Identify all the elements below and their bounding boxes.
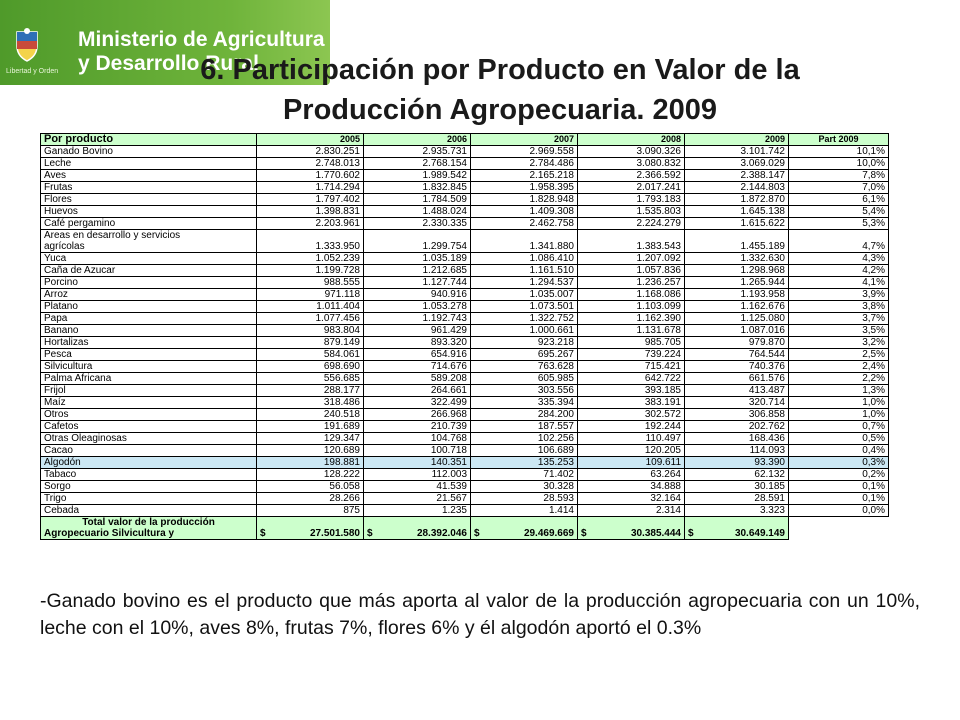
value-2009: 168.436 [685,433,789,445]
part-2009: 7,0% [789,182,889,194]
table-row [41,481,889,493]
total-2005 [257,528,364,540]
value-2007: 1.086.410 [471,253,578,265]
part-2009: 0,4% [789,445,889,457]
part-2009: 3,2% [789,337,889,349]
part-2009: 0,1% [789,493,889,505]
value-2009: 1.087.016 [685,325,789,337]
value-2009: 93.390 [685,457,789,469]
total-spacer [578,517,685,529]
value-2009: 979.870 [685,337,789,349]
table-header-row [41,134,889,146]
product-name: Aves [41,170,257,182]
value-2007: 695.267 [471,349,578,361]
product-name: Otros [41,409,257,421]
total-spacer [685,517,789,529]
value-2006: 654.916 [364,349,471,361]
table-row [41,170,889,182]
part-2009: 4,7% [789,241,889,253]
value-2005: 288.177 [257,385,364,397]
empty-cell [364,230,471,242]
total-label-2: Agropecuario Silvicultura y [41,528,257,540]
part-2009: 4,2% [789,265,889,277]
product-name: Cebada [41,505,257,517]
value-2007: 2.462.758 [471,218,578,230]
table-row [41,421,889,433]
value-2007: 1.409.308 [471,206,578,218]
part-2009: 1,3% [789,385,889,397]
part-2009: 2,5% [789,349,889,361]
table-row [41,146,889,158]
value-2009: 1.645.138 [685,206,789,218]
product-name: Flores [41,194,257,206]
production-table [40,133,889,540]
value-2008: 1.131.678 [578,325,685,337]
header-2009: 2009 [685,134,789,146]
value-2007: 30.328 [471,481,578,493]
value-2005: 2.748.013 [257,158,364,170]
value-2009: 1.162.676 [685,301,789,313]
total-spacer [364,517,471,529]
part-2009: 10,1% [789,146,889,158]
part-2009: 3,9% [789,289,889,301]
part-2009: 4,1% [789,277,889,289]
product-name: Areas en desarrollo y servicios [41,230,257,242]
part-2009: 10,0% [789,158,889,170]
value-2006: 1.832.845 [364,182,471,194]
value-2008: 1.168.086 [578,289,685,301]
product-name: Papa [41,313,257,325]
value-2007: 106.689 [471,445,578,457]
table-row [41,206,889,218]
part-2009: 1,0% [789,409,889,421]
value-2005: 1.011.404 [257,301,364,313]
value-2007: 71.402 [471,469,578,481]
value-2007: 763.628 [471,361,578,373]
value-2005: 1.797.402 [257,194,364,206]
value-2007: 335.394 [471,397,578,409]
value-2009: 2.144.803 [685,182,789,194]
value-2005: 971.118 [257,289,364,301]
table-row [41,433,889,445]
value-2009: 3.323 [685,505,789,517]
part-2009: 6,1% [789,194,889,206]
part-2009: 7,8% [789,170,889,182]
value-2006: 2.935.731 [364,146,471,158]
value-2007: 303.556 [471,385,578,397]
value-2006: 1.192.743 [364,313,471,325]
value-2007: 923.218 [471,337,578,349]
value-2009: 413.487 [685,385,789,397]
table-row [41,385,889,397]
part-2009: 3,8% [789,301,889,313]
product-name: Café pergamino [41,218,257,230]
product-name: Hortalizas [41,337,257,349]
table-row [41,505,889,517]
value-2007: 1.828.948 [471,194,578,206]
value-2007: 2.969.558 [471,146,578,158]
value-2009: 2.388.147 [685,170,789,182]
value-2009: 306.858 [685,409,789,421]
value-2009: 1.125.080 [685,313,789,325]
value-2006: 104.768 [364,433,471,445]
value-2006: 210.739 [364,421,471,433]
product-name: Leche [41,158,257,170]
table-row [41,445,889,457]
value-2009: 1.298.968 [685,265,789,277]
total-spacer [471,517,578,529]
value-2008: 110.497 [578,433,685,445]
value-2007: 1.958.395 [471,182,578,194]
value-2007: 2.165.218 [471,170,578,182]
product-name: Arroz [41,289,257,301]
value-2006: 893.320 [364,337,471,349]
value-2005: 1.077.456 [257,313,364,325]
value-2007: 187.557 [471,421,578,433]
value-2006: 589.208 [364,373,471,385]
product-name: Platano [41,301,257,313]
value-2006: 1.212.685 [364,265,471,277]
value-2005: 698.690 [257,361,364,373]
value-2006: 1.235 [364,505,471,517]
currency-symbol: $ [688,528,694,539]
product-name: Silvicultura [41,361,257,373]
value-2008: 109.611 [578,457,685,469]
value-2009: 320.714 [685,397,789,409]
value-2006: 41.539 [364,481,471,493]
table-row [41,493,889,505]
value-2009: 114.093 [685,445,789,457]
empty-cell [789,230,889,242]
value-2008: 2.017.241 [578,182,685,194]
value-2009: 202.762 [685,421,789,433]
part-2009: 5,4% [789,206,889,218]
value-2008: 1.793.183 [578,194,685,206]
product-name: Maíz [41,397,257,409]
table-row [41,397,889,409]
total-value: 30.649.149 [734,528,785,539]
value-2009: 740.376 [685,361,789,373]
header-2006: 2006 [364,134,471,146]
product-name: Frutas [41,182,257,194]
product-name: Banano [41,325,257,337]
total-2007 [471,528,578,540]
total-2008 [578,528,685,540]
table-row [41,218,889,230]
value-2009: 1.193.958 [685,289,789,301]
value-2008: 2.314 [578,505,685,517]
value-2007: 1.161.510 [471,265,578,277]
coat-of-arms-icon [14,28,40,62]
value-2008: 1.236.257 [578,277,685,289]
product-name: Huevos [41,206,257,218]
value-2009: 1.265.944 [685,277,789,289]
product-name: Cafetos [41,421,257,433]
table-row [41,265,889,277]
product-name: Yuca [41,253,257,265]
value-2006: 264.661 [364,385,471,397]
value-2005: 875 [257,505,364,517]
value-2007: 102.256 [471,433,578,445]
product-name: Pesca [41,349,257,361]
value-2008: 739.224 [578,349,685,361]
value-2008: 642.722 [578,373,685,385]
value-2008: 1.057.836 [578,265,685,277]
product-name: Sorgo [41,481,257,493]
page-title [100,50,900,130]
header-2008: 2008 [578,134,685,146]
part-2009: 0,1% [789,481,889,493]
value-2007: 284.200 [471,409,578,421]
table-row [41,241,889,253]
part-2009: 5,3% [789,218,889,230]
value-2007: 2.784.486 [471,158,578,170]
product-name: Otras Oleaginosas [41,433,257,445]
total-value: 29.469.669 [523,528,574,539]
table-row [41,230,889,242]
title-line-2: Producción Agropecuaria. 2009 [282,94,718,126]
value-2005: 879.149 [257,337,364,349]
value-2008: 2.366.592 [578,170,685,182]
product-name: Trigo [41,493,257,505]
product-name: Palma Africana [41,373,257,385]
table-row [41,194,889,206]
value-2008: 2.224.279 [578,218,685,230]
value-2008: 715.421 [578,361,685,373]
product-name: Caña de Azucar [41,265,257,277]
currency-symbol: $ [260,528,266,539]
value-2008: 393.185 [578,385,685,397]
empty-cell [578,230,685,242]
header-2007: 2007 [471,134,578,146]
value-2008: 1.383.543 [578,241,685,253]
total-spacer [257,517,364,529]
value-2005: 988.555 [257,277,364,289]
product-name: Ganado Bovino [41,146,257,158]
total-row [41,528,889,540]
part-2009: 0,5% [789,433,889,445]
table-row [41,409,889,421]
part-2009: 0,3% [789,457,889,469]
value-2005: 128.222 [257,469,364,481]
value-2008: 302.572 [578,409,685,421]
value-2007: 605.985 [471,373,578,385]
part-2009: 2,4% [789,361,889,373]
value-2007: 1.000.661 [471,325,578,337]
currency-symbol: $ [581,528,587,539]
value-2009: 1.615.622 [685,218,789,230]
value-2009: 1.332.630 [685,253,789,265]
value-2005: 2.203.961 [257,218,364,230]
value-2008: 1.535.803 [578,206,685,218]
value-2006: 1.989.542 [364,170,471,182]
total-2006 [364,528,471,540]
value-2006: 112.003 [364,469,471,481]
value-2005: 556.685 [257,373,364,385]
part-2009: 0,2% [789,469,889,481]
value-2009: 3.069.029 [685,158,789,170]
value-2008: 192.244 [578,421,685,433]
value-2005: 1.199.728 [257,265,364,277]
value-2009: 764.544 [685,349,789,361]
title-line-1: 6. Participación por Producto en Valor de la [200,54,800,86]
total-label-1: Total valor de la producción [41,517,257,529]
value-2009: 1.872.870 [685,194,789,206]
ministry-line-2: y Desarrollo Rural [78,52,259,75]
part-2009: 0,0% [789,505,889,517]
value-2005: 28.266 [257,493,364,505]
value-2007: 135.253 [471,457,578,469]
value-2006: 322.499 [364,397,471,409]
part-2009: 4,3% [789,253,889,265]
part-2009: 2,2% [789,373,889,385]
total-2009 [685,528,789,540]
ministry-line-1: Ministerio de Agricultura [78,28,325,51]
header-product: Por producto [41,134,257,146]
total-row [41,517,889,529]
value-2008: 120.205 [578,445,685,457]
empty-cell [471,230,578,242]
table-row [41,289,889,301]
value-2006: 1.488.024 [364,206,471,218]
product-name: Frijol [41,385,257,397]
table-row [41,457,889,469]
value-2006: 1.053.278 [364,301,471,313]
total-value: 27.501.580 [309,528,360,539]
part-2009: 1,0% [789,397,889,409]
value-2007: 1.322.752 [471,313,578,325]
value-2006: 714.676 [364,361,471,373]
value-2009: 661.576 [685,373,789,385]
product-name: Tabaco [41,469,257,481]
part-2009: 3,7% [789,313,889,325]
part-2009: 0,7% [789,421,889,433]
value-2008: 383.191 [578,397,685,409]
value-2005: 584.061 [257,349,364,361]
header-2005: 2005 [257,134,364,146]
product-name: Algodón [41,457,257,469]
value-2007: 1.073.501 [471,301,578,313]
value-2005: 318.486 [257,397,364,409]
value-2005: 1.398.831 [257,206,364,218]
table-row [41,349,889,361]
value-2006: 1.035.189 [364,253,471,265]
value-2006: 961.429 [364,325,471,337]
value-2008: 3.090.326 [578,146,685,158]
value-2005: 1.333.950 [257,241,364,253]
value-2007: 1.035.007 [471,289,578,301]
product-name: Porcino [41,277,257,289]
value-2005: 56.058 [257,481,364,493]
value-2009: 3.101.742 [685,146,789,158]
empty-cell [257,230,364,242]
value-2007: 1.414 [471,505,578,517]
summary-caption: -Ganado bovino es el producto que más aporta al valor de la producción agropecuaria con un 10%, leche con el 10%, aves 8%, frutas 7%, flores 6% y él algodón aportó el 0.3% [40,590,920,639]
value-2005: 983.804 [257,325,364,337]
value-2005: 120.689 [257,445,364,457]
value-2008: 985.705 [578,337,685,349]
value-2005: 129.347 [257,433,364,445]
value-2006: 1.127.744 [364,277,471,289]
value-2006: 266.968 [364,409,471,421]
value-2005: 191.689 [257,421,364,433]
value-2006: 1.784.509 [364,194,471,206]
value-2005: 1.052.239 [257,253,364,265]
product-name: Cacao [41,445,257,457]
value-2009: 1.455.189 [685,241,789,253]
blank-cell [789,528,889,540]
table-row [41,182,889,194]
value-2007: 1.341.880 [471,241,578,253]
empty-cell [685,230,789,242]
blank-cell [789,517,889,529]
table-row [41,313,889,325]
value-2006: 2.768.154 [364,158,471,170]
value-2006: 2.330.335 [364,218,471,230]
table-row [41,337,889,349]
value-2008: 1.207.092 [578,253,685,265]
value-2008: 1.103.099 [578,301,685,313]
table-row [41,361,889,373]
value-2006: 940.916 [364,289,471,301]
value-2006: 1.299.754 [364,241,471,253]
value-2008: 1.162.390 [578,313,685,325]
total-value: 28.392.046 [416,528,467,539]
value-2007: 28.593 [471,493,578,505]
table-row [41,253,889,265]
value-2008: 34.888 [578,481,685,493]
value-2006: 140.351 [364,457,471,469]
product-name: agrícolas [41,241,257,253]
header-part-2009: Part 2009 [789,134,889,146]
currency-symbol: $ [474,528,480,539]
total-value: 30.385.444 [630,528,681,539]
table-row [41,469,889,481]
value-2007: 1.294.537 [471,277,578,289]
value-2005: 1.714.294 [257,182,364,194]
value-2005: 1.770.602 [257,170,364,182]
value-2006: 100.718 [364,445,471,457]
table-row [41,277,889,289]
table-row [41,373,889,385]
table-row [41,301,889,313]
value-2005: 2.830.251 [257,146,364,158]
value-2005: 198.881 [257,457,364,469]
value-2008: 32.164 [578,493,685,505]
value-2008: 63.264 [578,469,685,481]
value-2009: 62.132 [685,469,789,481]
value-2006: 21.567 [364,493,471,505]
table-row [41,158,889,170]
value-2008: 3.080.832 [578,158,685,170]
value-2009: 28.591 [685,493,789,505]
part-2009: 3,5% [789,325,889,337]
value-2005: 240.518 [257,409,364,421]
table-row [41,325,889,337]
motto: Libertad y Orden [6,68,59,75]
value-2009: 30.185 [685,481,789,493]
currency-symbol: $ [367,528,373,539]
